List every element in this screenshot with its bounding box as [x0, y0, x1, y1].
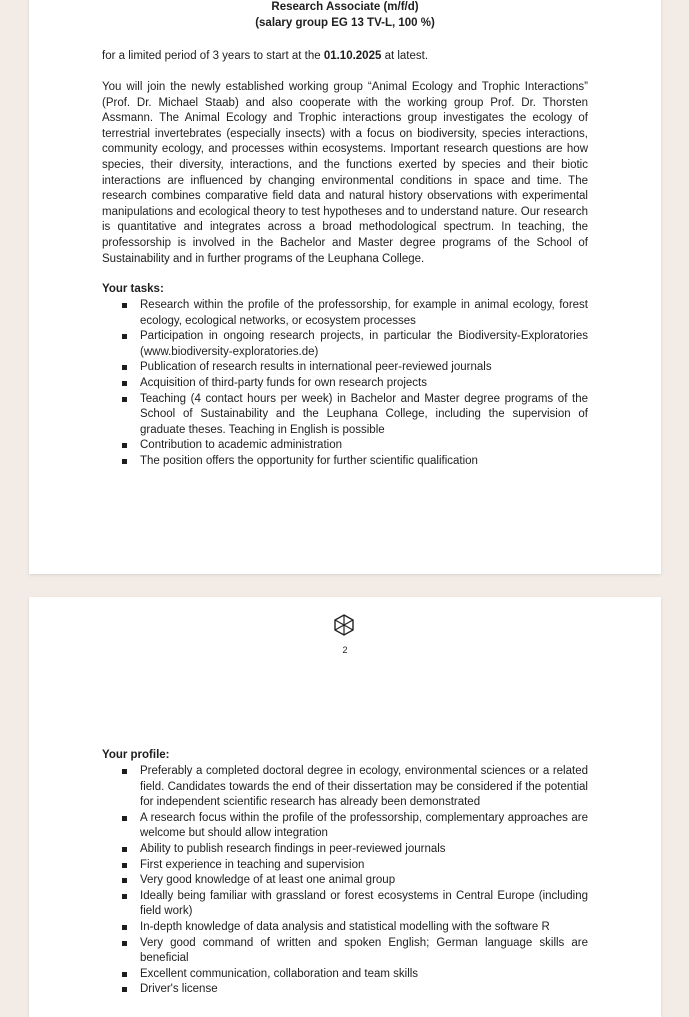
list-item: Acquisition of third-party funds for own research projects [120, 376, 588, 392]
list-item: Contribution to academic administration [120, 438, 588, 454]
job-title: Research Associate (m/f/d) [271, 1, 419, 13]
list-item: Preferably a completed doctoral degree in ecology, environmental sciences or a related field. Candidates towards the end of their dissertation may be considered if the potential for independent scientific research has already been demonstrated [120, 764, 588, 811]
list-item: Teaching (4 contact hours per week) in Bachelor and Master degree programs of the School of Sustainability and the Leuphana College, including the supervision of graduate theses. Teaching in English is possible [120, 392, 588, 439]
profile-heading: Your profile: [102, 749, 170, 761]
list-item: First experience in teaching and supervision [120, 858, 588, 874]
list-item: Ideally being familiar with grassland or forest ecosystems in Central Europe (including field work) [120, 889, 588, 920]
document-page-2 [29, 597, 661, 1017]
profile-list [120, 764, 588, 998]
period-line [102, 49, 588, 65]
list-item: The position offers the opportunity for further scientific qualification [120, 454, 588, 470]
intro-paragraph: You will join the newly established working group “Animal Ecology and Trophic Interactions” (Prof. Dr. Michael Staab) and also cooperate with the working group Prof. Dr. Thorsten Assmann. The Animal Ecology and Trophic interactions group investigates the ecology of terrestrial invertebrates (especially insects) with a focus on biodiversity, species interactions, community ecology, and processes within ecosystems. Important research questions are how species, their diversity, interactions, and the functions exerted by species and their biotic interactions are influenced by changing environmental conditions in space and time. The research combines comparative field data and natural history observations with experimental manipulations and ecological theory to test hypotheses and to understand nature. Our research is quantitative and integrates across a broad methodological spectrum. In teaching, the professorship is involved in the Bachelor and Master degree programs of the School of Sustainability and in further programs of the Leuphana College. [102, 81, 588, 265]
list-item: Research within the profile of the professorship, for example in animal ecology, forest ecology, ecological networks, or ecosystem processes [120, 298, 588, 329]
document-page-1 [29, 0, 661, 574]
period-prefix: for a limited period of 3 years to start at the [102, 50, 324, 62]
page-number: 2 [342, 645, 348, 655]
list-item: Participation in ongoing research projects, in particular the Biodiversity-Exploratories (www.biodiversity-exploratories.de) [120, 329, 588, 360]
list-item: Driver's license [120, 982, 588, 998]
list-item: Very good command of written and spoken English; German language skills are beneficial [120, 936, 588, 967]
list-item: Excellent communication, collaboration and team skills [120, 967, 588, 983]
list-item: A research focus within the profile of the professorship, complementary approaches are welcome but should allow integration [120, 811, 588, 842]
cube-logo-icon [333, 614, 355, 636]
tasks-heading: Your tasks: [102, 283, 164, 295]
list-item: In-depth knowledge of data analysis and statistical modelling with the software R [120, 920, 588, 936]
list-item: Very good knowledge of at least one animal group [120, 873, 588, 889]
period-suffix: at latest. [381, 50, 429, 62]
list-item: Ability to publish research findings in peer-reviewed journals [120, 842, 588, 858]
salary-group: (salary group EG 13 TV-L, 100 %) [255, 17, 435, 29]
start-date: 01.10.2025 [323, 50, 382, 62]
tasks-list [120, 298, 588, 470]
list-item: Publication of research results in international peer-reviewed journals [120, 360, 588, 376]
